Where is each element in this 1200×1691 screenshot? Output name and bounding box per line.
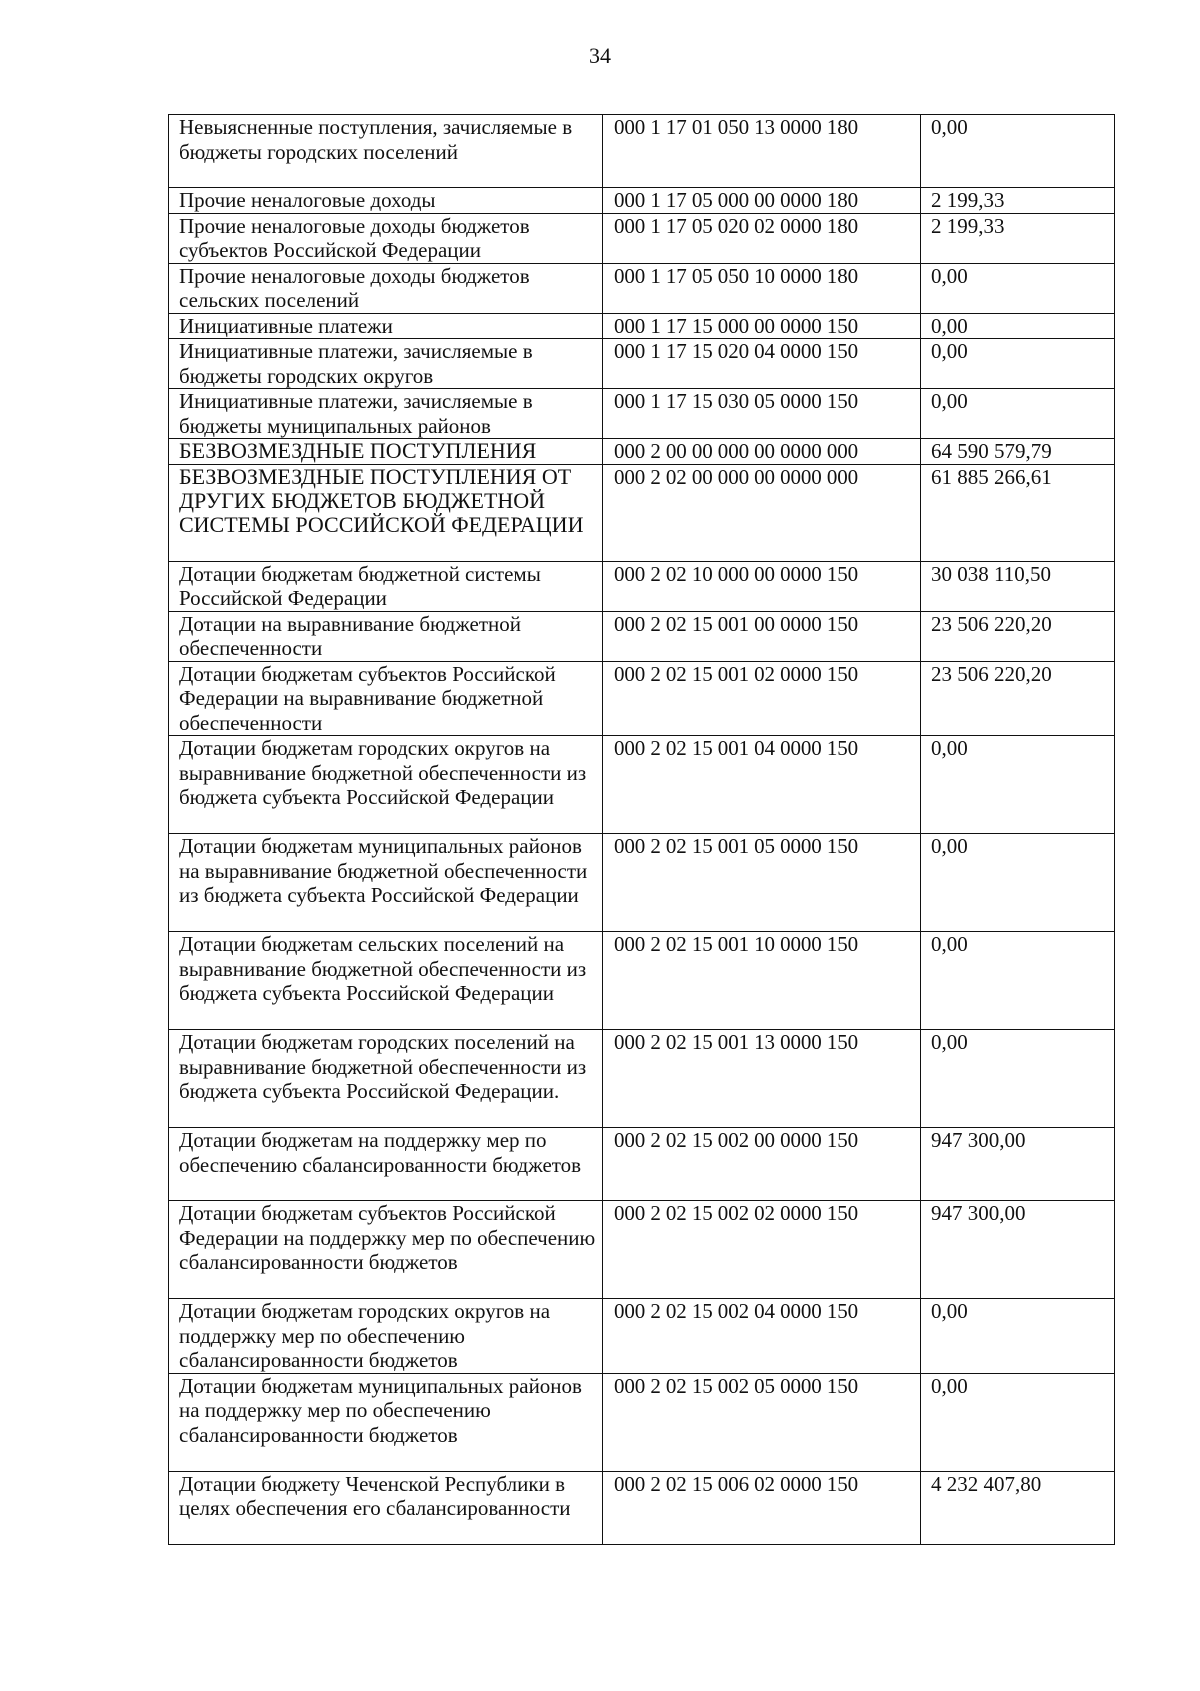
budget-code-cell: 000 2 02 00 000 00 0000 000 (603, 464, 921, 561)
revenue-name-cell: Дотации бюджетам муниципальных районов на выравнивание бюджетной обеспеченности из бюджета субъекта Российской Федерации (169, 834, 603, 932)
table-row (169, 1128, 1115, 1201)
table-row (169, 1201, 1115, 1299)
amount-cell: 61 885 266,61 (921, 464, 1115, 561)
amount-cell: 30 038 110,50 (921, 561, 1115, 611)
budget-code-cell: 000 2 02 15 002 04 0000 150 (603, 1299, 921, 1374)
revenue-name-cell: Дотации бюджетам городских округов на поддержку мер по обеспечению сбалансированности бюджетов (169, 1299, 603, 1374)
amount-cell: 947 300,00 (921, 1201, 1115, 1299)
budget-code-cell: 000 2 02 15 002 05 0000 150 (603, 1373, 921, 1471)
table-row (169, 188, 1115, 214)
table-row (169, 661, 1115, 736)
revenue-name-cell: Дотации бюджетам субъектов Российской Федерации на выравнивание бюджетной обеспеченности (169, 661, 603, 736)
amount-cell: 0,00 (921, 115, 1115, 188)
revenue-name-cell: Дотации бюджетам муниципальных районов на поддержку мер по обеспечению сбалансированности бюджетов (169, 1373, 603, 1471)
revenue-name-cell: Прочие неналоговые доходы бюджетов сельских поселений (169, 263, 603, 313)
table-row (169, 1299, 1115, 1374)
revenue-name-cell: БЕЗВОЗМЕЗДНЫЕ ПОСТУПЛЕНИЯ ОТ ДРУГИХ БЮДЖЕТОВ БЮДЖЕТНОЙ СИСТЕМЫ РОССИЙСКОЙ ФЕДЕРАЦИИ (169, 464, 603, 561)
revenue-name-cell: Дотации бюджетам на поддержку мер по обеспечению сбалансированности бюджетов (169, 1128, 603, 1201)
amount-cell: 0,00 (921, 389, 1115, 439)
budget-code-cell: 000 1 17 05 020 02 0000 180 (603, 213, 921, 263)
table-row (169, 439, 1115, 465)
revenue-name-cell: Инициативные платежи, зачисляемые в бюджеты муниципальных районов (169, 389, 603, 439)
budget-code-cell: 000 1 17 05 000 00 0000 180 (603, 188, 921, 214)
table-row (169, 263, 1115, 313)
budget-code-cell: 000 2 02 15 001 04 0000 150 (603, 736, 921, 834)
budget-code-cell: 000 2 02 15 002 02 0000 150 (603, 1201, 921, 1299)
table-row (169, 1030, 1115, 1128)
amount-cell: 0,00 (921, 1299, 1115, 1374)
table-row (169, 313, 1115, 339)
revenue-name-cell: Дотации бюджетам городских поселений на выравнивание бюджетной обеспеченности из бюджета субъекта Российской Федерации. (169, 1030, 603, 1128)
budget-code-cell: 000 2 02 15 001 02 0000 150 (603, 661, 921, 736)
revenue-name-cell: Дотации бюджету Чеченской Республики в целях обеспечения его сбалансированности (169, 1471, 603, 1544)
table-row (169, 213, 1115, 263)
amount-cell: 0,00 (921, 932, 1115, 1030)
budget-code-cell: 000 2 02 15 001 00 0000 150 (603, 611, 921, 661)
table-row (169, 115, 1115, 188)
budget-code-cell: 000 2 02 15 002 00 0000 150 (603, 1128, 921, 1201)
amount-cell: 64 590 579,79 (921, 439, 1115, 465)
table-row (169, 1373, 1115, 1471)
table-row (169, 834, 1115, 932)
amount-cell: 2 199,33 (921, 213, 1115, 263)
revenue-name-cell: Дотации бюджетам бюджетной системы Российской Федерации (169, 561, 603, 611)
amount-cell: 0,00 (921, 339, 1115, 389)
amount-cell: 0,00 (921, 736, 1115, 834)
budget-code-cell: 000 1 17 15 000 00 0000 150 (603, 313, 921, 339)
revenue-name-cell: Прочие неналоговые доходы бюджетов субъектов Российской Федерации (169, 213, 603, 263)
page-number: 34 (589, 43, 611, 68)
amount-cell: 0,00 (921, 1030, 1115, 1128)
revenue-name-cell: Дотации бюджетам субъектов Российской Федерации на поддержку мер по обеспечению сбалансированности бюджетов (169, 1201, 603, 1299)
table-row (169, 389, 1115, 439)
table-row (169, 1471, 1115, 1544)
amount-cell: 0,00 (921, 1373, 1115, 1471)
budget-code-cell: 000 1 17 15 030 05 0000 150 (603, 389, 921, 439)
budget-code-cell: 000 1 17 05 050 10 0000 180 (603, 263, 921, 313)
revenue-name-cell: Невыясненные поступления, зачисляемые в бюджеты городских поселений (169, 115, 603, 188)
table-row (169, 339, 1115, 389)
amount-cell: 0,00 (921, 313, 1115, 339)
amount-cell: 2 199,33 (921, 188, 1115, 214)
amount-cell: 4 232 407,80 (921, 1471, 1115, 1544)
budget-code-cell: 000 2 02 15 001 10 0000 150 (603, 932, 921, 1030)
revenue-name-cell: Инициативные платежи, зачисляемые в бюджеты городских округов (169, 339, 603, 389)
budget-code-cell: 000 2 02 15 006 02 0000 150 (603, 1471, 921, 1544)
budget-code-cell: 000 1 17 15 020 04 0000 150 (603, 339, 921, 389)
table-row (169, 611, 1115, 661)
revenue-name-cell: Дотации бюджетам сельских поселений на выравнивание бюджетной обеспеченности из бюджета субъекта Российской Федерации (169, 932, 603, 1030)
budget-code-cell: 000 2 02 10 000 00 0000 150 (603, 561, 921, 611)
amount-cell: 0,00 (921, 834, 1115, 932)
budget-code-cell: 000 2 00 00 000 00 0000 000 (603, 439, 921, 465)
table-row (169, 464, 1115, 561)
amount-cell: 0,00 (921, 263, 1115, 313)
revenue-name-cell: Дотации на выравнивание бюджетной обеспеченности (169, 611, 603, 661)
amount-cell: 23 506 220,20 (921, 661, 1115, 736)
amount-cell: 23 506 220,20 (921, 611, 1115, 661)
budget-code-cell: 000 2 02 15 001 13 0000 150 (603, 1030, 921, 1128)
revenue-name-cell: Прочие неналоговые доходы (169, 188, 603, 214)
table-row (169, 736, 1115, 834)
amount-cell: 947 300,00 (921, 1128, 1115, 1201)
budget-code-cell: 000 1 17 01 050 13 0000 180 (603, 115, 921, 188)
revenue-name-cell: БЕЗВОЗМЕЗДНЫЕ ПОСТУПЛЕНИЯ (169, 439, 603, 465)
revenue-name-cell: Дотации бюджетам городских округов на выравнивание бюджетной обеспеченности из бюджета субъекта Российской Федерации (169, 736, 603, 834)
budget-code-cell: 000 2 02 15 001 05 0000 150 (603, 834, 921, 932)
table-row (169, 561, 1115, 611)
revenue-table (168, 114, 1115, 1545)
revenue-name-cell: Инициативные платежи (169, 313, 603, 339)
table-row (169, 932, 1115, 1030)
